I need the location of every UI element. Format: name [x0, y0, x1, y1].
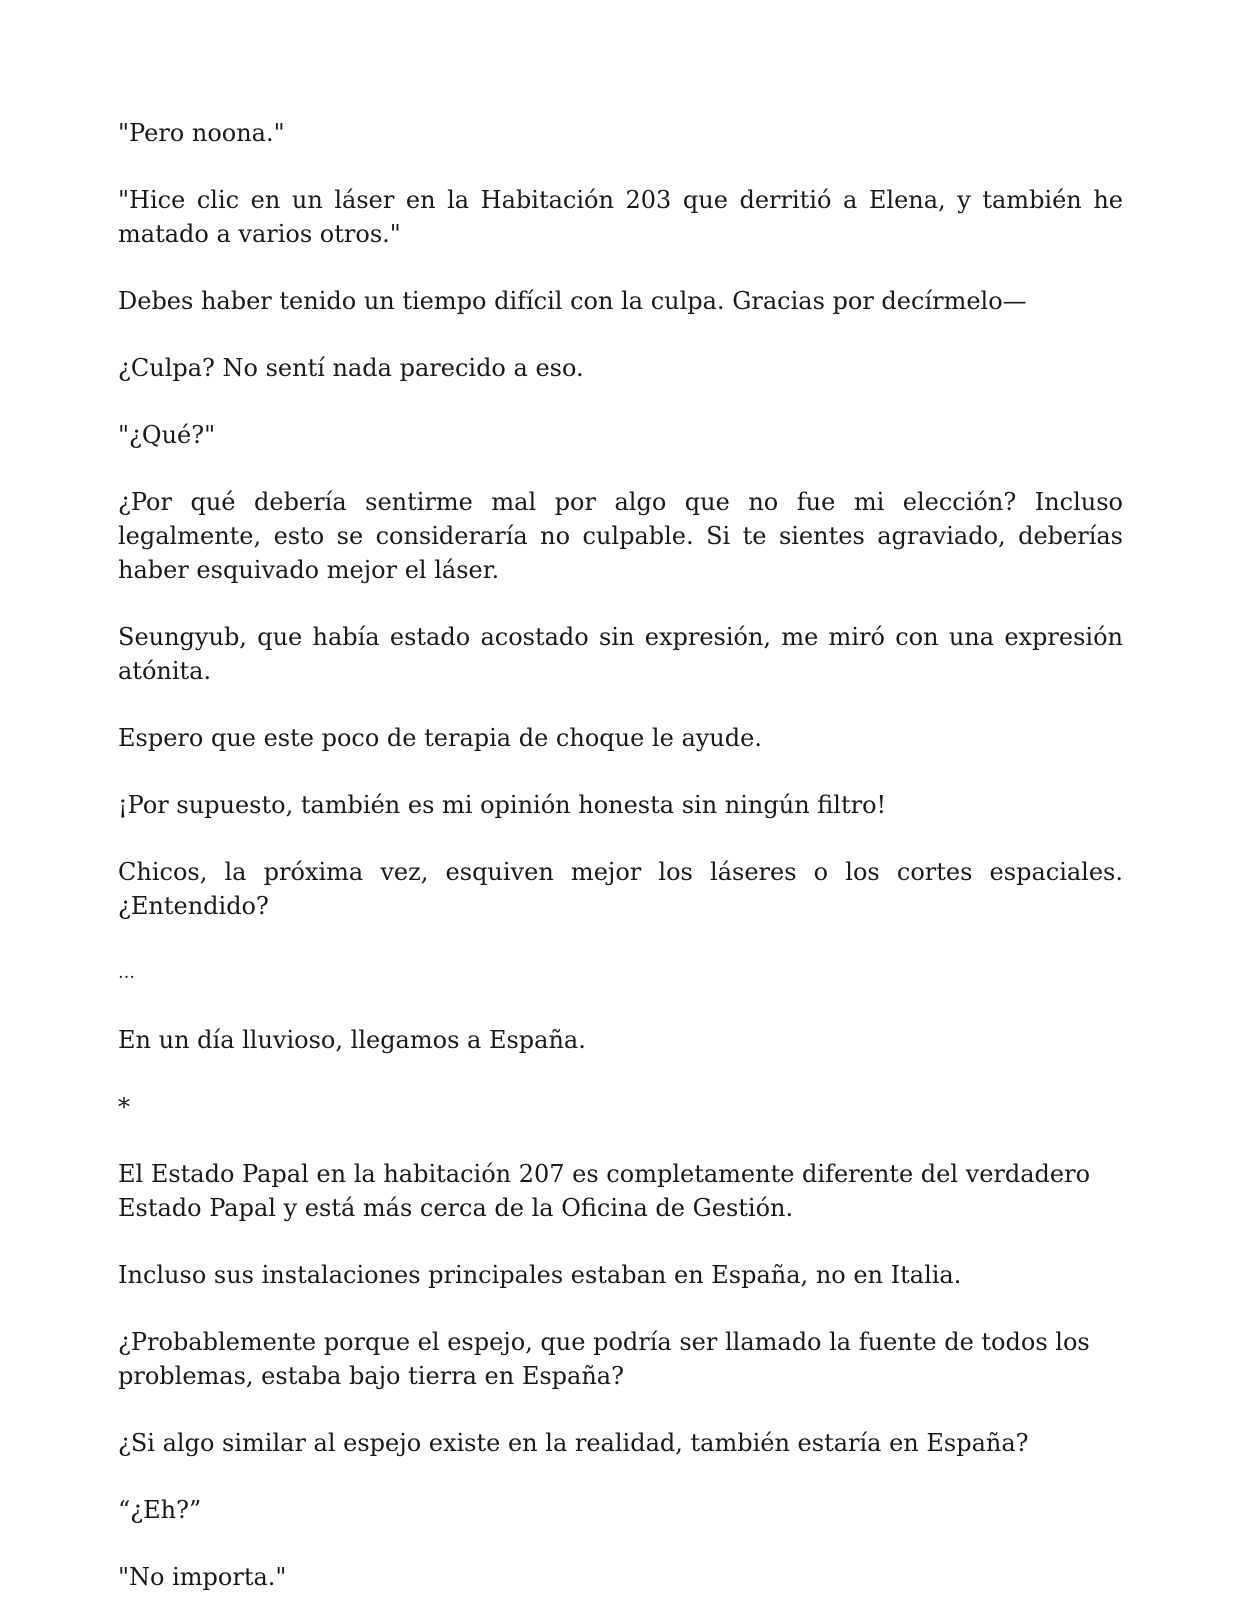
paragraph: Seungyub, que había estado acostado sin expresión, me miró con una expresión atónita. — [118, 623, 1123, 685]
paragraph: "Pero noona." — [118, 119, 285, 147]
paragraph: El Estado Papal en la habitación 207 es completamente diferente del verdadero Estado Papal y está más cerca de la Oficina de Gestión. — [118, 1160, 1091, 1222]
paragraph: Chicos, la próxima vez, esquiven mejor los láseres o los cortes espaciales. ¿Entendido? — [118, 858, 1123, 920]
paragraph: "No importa." — [118, 1563, 287, 1591]
paragraph: Debes haber tenido un tiempo difícil con la culpa. Gracias por decírmelo— — [118, 287, 1027, 315]
paragraph: "Hice clic en un láser en la Habitación 203 que derritió a Elena, y también he matado a varios otros." — [118, 186, 1123, 248]
paragraph: ¿Culpa? No sentí nada parecido a eso. — [118, 354, 584, 382]
paragraph: "¿Qué?" — [118, 421, 216, 449]
paragraph: En un día lluvioso, llegamos a España. — [118, 1026, 586, 1054]
paragraph: ¿Por qué debería sentirme mal por algo que no fue mi elección? Incluso legalmente, esto se consideraría no culpable. Si te sientes agraviado, deberías haber esquivado mejor el láser. — [118, 488, 1123, 584]
paragraph: Incluso sus instalaciones principales estaban en España, no en Italia. — [118, 1261, 962, 1289]
paragraph: ¿Si algo similar al espejo existe en la realidad, también estaría en España? — [118, 1429, 1029, 1457]
ellipsis-separator: … — [118, 963, 135, 983]
paragraph: “¿Eh?” — [118, 1496, 202, 1524]
document-body — [118, 116, 1123, 1617]
scene-break-asterisk: * — [118, 1093, 130, 1121]
paragraph: ¿Probablemente porque el espejo, que podría ser llamado la fuente de todos los problemas, estaba bajo tierra en España? — [118, 1328, 1090, 1390]
paragraph: ¡Por supuesto, también es mi opinión honesta sin ningún filtro! — [118, 791, 887, 819]
paragraph: Espero que este poco de terapia de choque le ayude. — [118, 724, 762, 752]
